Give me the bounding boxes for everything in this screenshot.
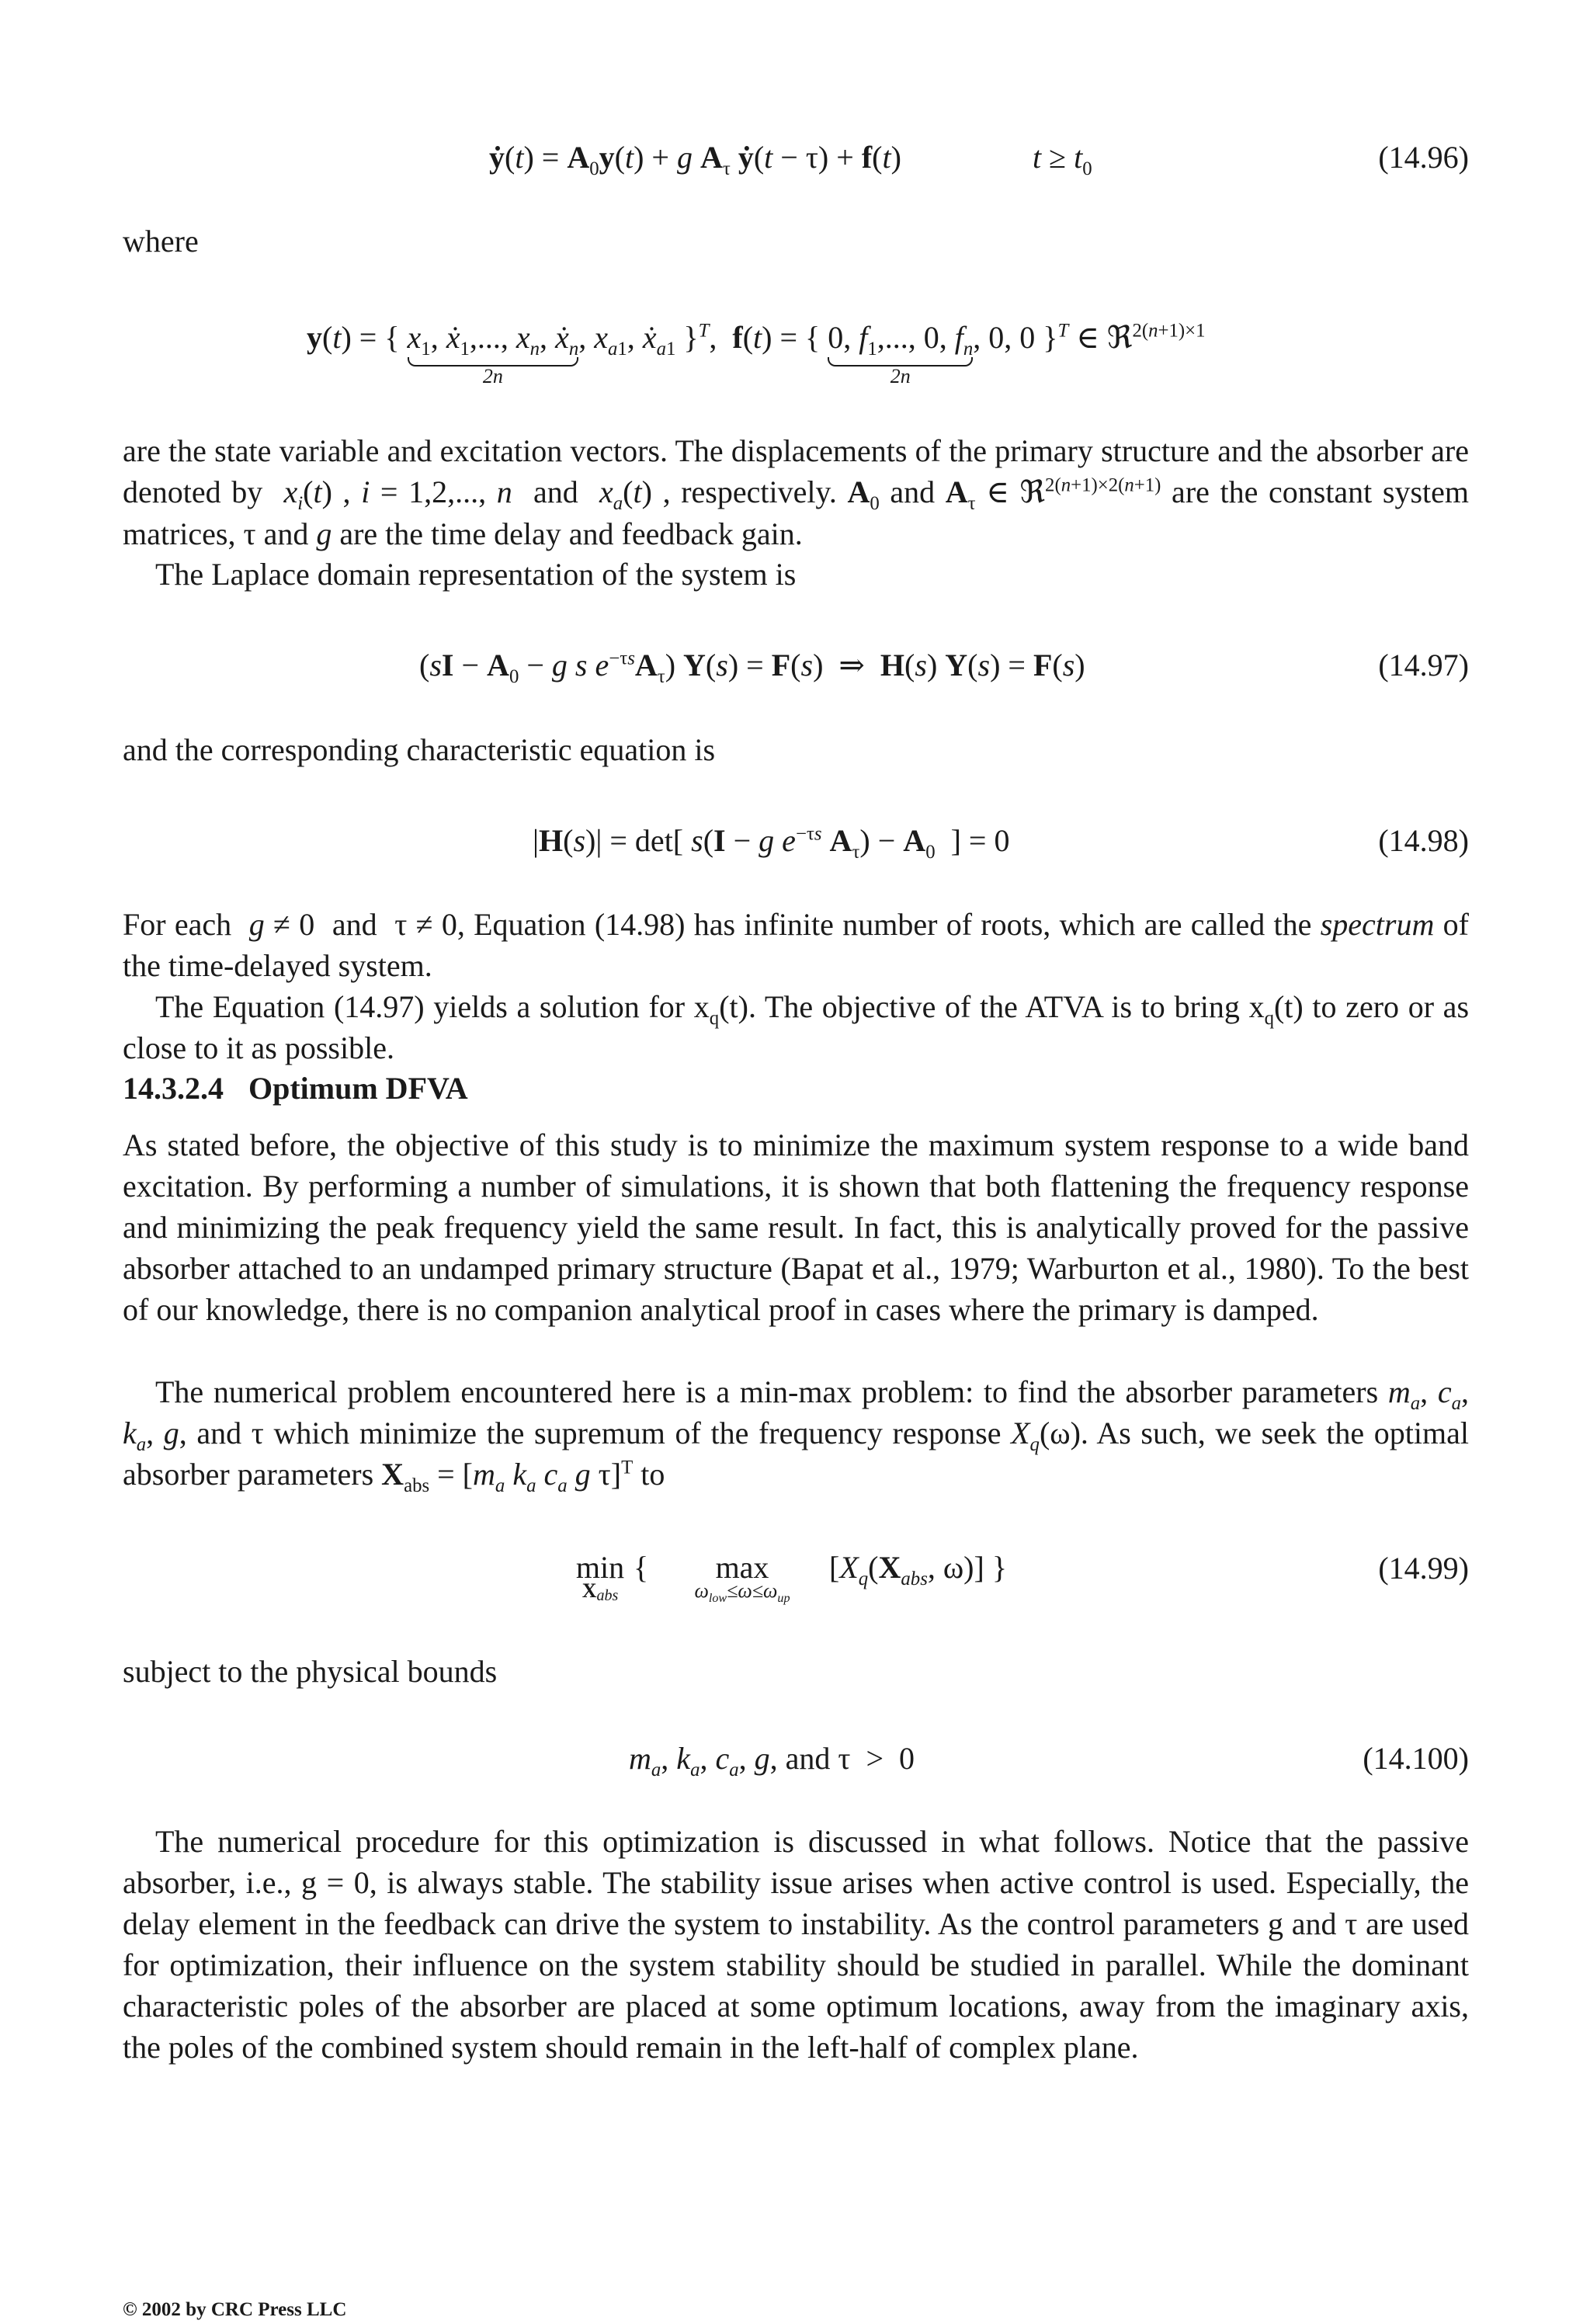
section-heading: [123, 1070, 468, 1106]
copyright-footer: © 2002 by CRC Press LLC: [123, 2299, 347, 2320]
paragraph-optimum-1: As stated before, the objective of this study is to minimize the maximum system response to a wide band excitation. By performing a number of simulations, it is shown that both flattening the frequency response and minimizing the peak frequency yield the same result. In fact, this is analytically proved for the passive absorber attached to an undamped primary structure (Bapat et al., 1979; Warburton et al., 1980). To the best of our knowledge, there is no companion analytical proof in cases where the primary is damped.: [123, 1127, 1469, 1327]
equation-number: (14.99): [1378, 1551, 1469, 1586]
section-number: 14.3.2.4: [123, 1071, 224, 1106]
where-label: where: [123, 224, 199, 259]
equation-number: (14.97): [1378, 648, 1469, 683]
paragraph-atva-objective: The Equation (14.97) yields a solution for $x_q(t)$. The objective of the ATVA is to bring $x_q(t)$ to zero or as close to it as possible.: [123, 989, 1470, 1065]
paragraph-optimum-2: The numerical problem encountered here is a min-max problem: to find the absorber parameters $m_a$, $c_a$, $k_a$, g, and τ which minimize the supremum of the frequency response $X_q(\omega)$. As such, we seek the optimal absorber parameters $X_{abs} = [m_a$ $k_a$ $c_a$ g τ]$^T$ to: [123, 1374, 1470, 1496]
equation-14-96: ẏ(t) = $A_0y(t) + g$ $A_\tau$ ẏ(t − τ) + f(t): [489, 140, 901, 179]
paragraph-characteristic-intro: and the corresponding characteristic equation is: [123, 732, 716, 767]
state-vector-definition: y(t) = { $x_1$, ẋ$_1$,..., $x_n$, ẋ$_n$ 2n , $x_{a1}$, ẋ$_{a1}$ }$^T$, f(t) = { 0, $f_1$,..., 0, $f_n$ 2n , 0, 0 }$^T$ ∈ ℜ$^{2(n+1)\times 1}$: [307, 320, 1206, 387]
equation-number: (14.96): [1378, 140, 1469, 175]
subject-to-label: subject to the physical bounds: [123, 1654, 498, 1689]
equation-14-98: |H(s)| = det[ s(I − g $e^{-\tau s}$ $A_\tau) - A_0$ ] = 0: [533, 823, 1010, 863]
document-page: ẏ(t) = $A_0y(t) + g$ $A_\tau$ ẏ(t − τ) + f(t) $t \ge t_0$ (14.96) where y(t) = { $x_1$, ẋ$_1$,..., $x_n$, ẋ$_n$ 2n , $x_{a1}$, ẋ$_{a1}$ }$^T$, f(t) = { 0, $f_1$,..., 0, $f_n$ 2n , 0, 0 }$^T$ ∈ ℜ$^{2(n+1)\times 1}$ are the state variable and excitation vectors. The displacements of the primary structure and the absorber are denoted by $x_i(t)$ , i = 1,2,..., n and $x_a(t)$ , respectively. $A_0$ and $A_\tau$ ∈ ℜ$^{2(n+1)\times 2(n+1)}$ are the constant system matrices, τ and g are the time delay and feedback gain. The Laplace domain representation of the system is ($sI - A_0 - g$ s $e^{-\tau s}A_\tau$) Y(s) = F(s) ⇒ H(s) Y(s) = F(s) (14.97) and the corresponding characteristic equation is |H(s)| = det[ s(I − g $e^{-\tau s}$ $A_\tau) - A_0$ ] = 0 (14.98) For each g ≠ 0 and τ ≠ 0, Equation (14.98) has infinite number of roots, which are called the spectrum of the time-delayed system. The Equation (14.97) yields a solution for $x_q(t)$. The objective of the ATVA is to bring $x_q(t)$ to zero or as close to it as possible. 14.3.2.4 Optimum DFVA As stated before, the objective of this study is to minimize the maximum system response to a wide band excitation. By performing a number of simulations, it is shown that both flattening the frequency response and minimizing the peak frequency yield the same result. In fact, this is analytically proved for the passive absorber attached to an undamped primary structure (Bapat et al., 1979; Warburton et al., 1980). To the best of our knowledge, there is no companion analytical proof in cases where the primary is damped. The numerical problem encountered here is a min-max problem: to find the absorber parameters $m_a$, $c_a$, $k_a$, g, and τ which minimize the supremum of the frequency response $X_q(\omega)$. As such, we seek the optimal absorber parameters $X_{abs} = [m_a$ $k_a$ $c_a$ g τ]$^T$ to min $^{Xabs}$ { max $^{\omega_{low}\le\omega\le\omega_{up}}$ [$X_q(X_{abs}$, ω)] } (14.99) subject to the physical bounds $m_a$, $k_a$, $c_a$, g, and τ > 0 (14.100) The numerical procedure for this optimization is discussed in what follows. Notice that the passive absorber, i.e., g = 0, is always stable. The stability issue arises when active control is used. Especially, the delay element in the feedback can drive the system to instability. As the control parameters g and τ are used for optimization, their influence on the system stability should be studied in parallel. While the dominant characteristic poles of the absorber are placed at some optimum locations, away from the imaginary axis, the poles of the combined system should remain in the left-half of complex plane. © 2002 by CRC Press LLC: [123, 140, 1470, 2320]
equation-14-96-condition: $t \ge t_0$: [1033, 140, 1092, 179]
paragraph-laplace-intro: The Laplace domain representation of the system is: [155, 557, 797, 592]
paragraph-numerical-procedure: The numerical procedure for this optimization is discussed in what follows. Notice that the passive absorber, i.e., g = 0, is always stable. The stability issue arises when active control is used. Especially, the delay element in the feedback can drive the system to instability. As the control parameters g and τ are used for optimization, their influence on the system stability should be studied in parallel. While the dominant characteristic poles of the absorber are placed at some optimum locations, away from the imaginary axis, the poles of the combined system should remain in the left-half of complex plane.: [123, 1824, 1469, 2065]
equation-number: (14.100): [1363, 1741, 1469, 1776]
equation-number: (14.98): [1378, 823, 1469, 858]
underbrace-2n: $x_1$, ẋ$_1$,..., $x_n$, ẋ$_n$ 2n: [407, 320, 579, 387]
paragraph-state-description: are the state variable and excitation vectors. The displacements of the primary structure and the absorber are denoted by $x_i(t)$ , i = 1,2,..., n and $x_a(t)$ , respectively. $A_0$ and $A_\tau$ ∈ ℜ$^{2(n+1)\times 2(n+1)}$ are the constant system matrices, τ and g are the time delay and feedback gain.: [123, 433, 1470, 551]
section-title: Optimum DFVA: [248, 1071, 468, 1106]
underbrace-2n: 0, $f_1$,..., 0, $f_n$ 2n: [828, 320, 974, 387]
paragraph-spectrum: For each g ≠ 0 and τ ≠ 0, Equation (14.98) has infinite number of roots, which are called the spectrum of the time-delayed system.: [123, 907, 1469, 983]
equation-14-97: ($sI - A_0 - g$ s $e^{-\tau s}A_\tau$) Y(s) = F(s) ⇒ H(s) Y(s) = F(s): [419, 648, 1085, 687]
equation-14-100: $m_a$, $k_a$, $c_a$, g, and τ > 0: [629, 1741, 915, 1780]
